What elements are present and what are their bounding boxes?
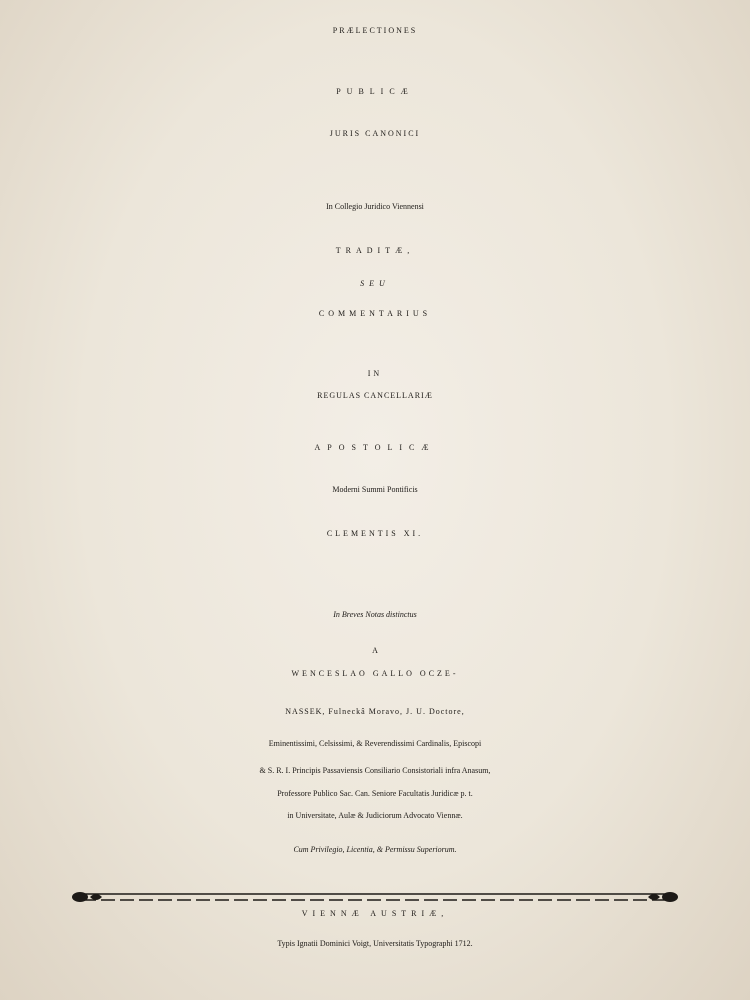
- title-line-regulas: REGULAS CANCELLARIÆ: [317, 391, 433, 400]
- title-line-privilegio: Cum Privilegio, Licentia, & Permissu Superiorum.: [293, 845, 457, 854]
- title-line-breves-notas: In Breves Notas distinctus: [333, 610, 417, 619]
- title-line-praelectiones: PRÆLECTIONES: [332, 26, 418, 35]
- title-line-professore: Professore Publico Sac. Can. Seniore Facultatis Juridicæ p. t.: [277, 789, 473, 798]
- imprint-place: VIENNÆ AUSTRIÆ,: [301, 909, 449, 918]
- title-line-author: WENCESLAO GALLO OCZE-: [291, 669, 459, 678]
- title-line-apostolicae: APOSTOLICÆ: [314, 443, 436, 452]
- title-line-universitate: in Universitate, Aulæ & Judiciorum Advocato Viennæ.: [287, 811, 463, 820]
- ornament-rule-icon: [72, 890, 678, 904]
- title-line-commentarius: COMMENTARIUS: [318, 309, 432, 318]
- title-line-seu: SEU: [360, 279, 390, 288]
- title-line-a: A: [372, 646, 378, 655]
- title-line-nassek: NASSEK, Fulneckâ Moravo, J. U. Doctore,: [285, 707, 465, 716]
- title-line-traditae: TRADITÆ,: [335, 246, 415, 255]
- title-line-principis: & S. R. I. Principis Passaviensis Consiliario Consistoriali infra Anasum,: [259, 766, 491, 775]
- title-line-in: IN: [367, 369, 383, 378]
- title-line-juris-canonici: JURIS CANONICI: [329, 129, 421, 138]
- title-line-moderni: Moderni Summi Pontificis: [332, 485, 418, 494]
- title-line-clementis: CLEMENTIS XI.: [326, 529, 424, 538]
- title-line-publicae: PUBLICÆ: [336, 87, 414, 96]
- title-line-collegio: In Collegio Juridico Viennensi: [326, 202, 424, 211]
- imprint-printer: Typis Ignatii Dominici Voigt, Universitatis Typographi 1712.: [277, 939, 473, 948]
- title-line-eminentissimi: Eminentissimi, Celsissimi, & Reverendissimi Cardinalis, Episcopi: [268, 739, 482, 748]
